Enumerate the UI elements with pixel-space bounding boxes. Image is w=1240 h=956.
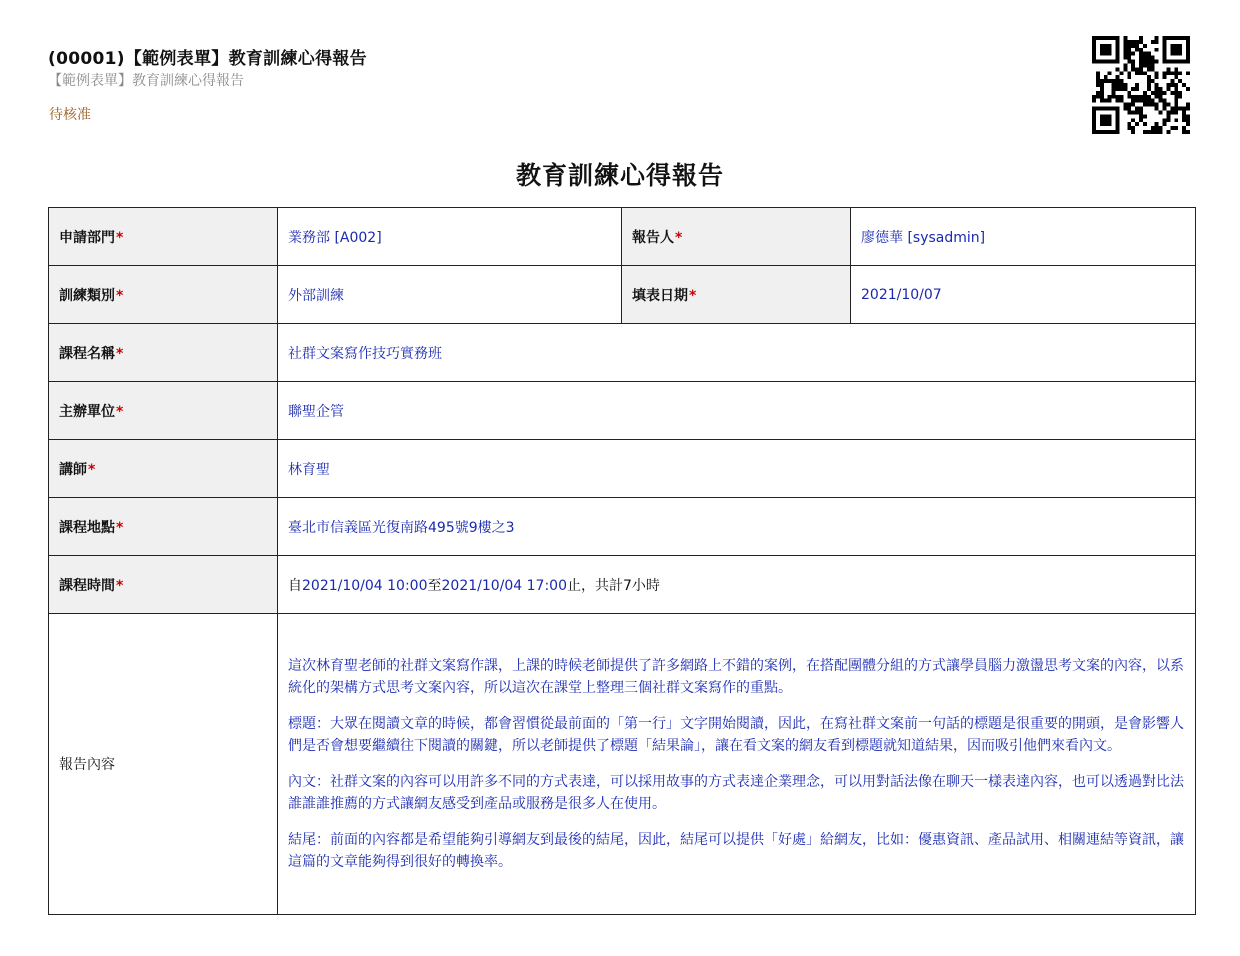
course-time-suffix: 止，共計7小時 <box>567 577 660 594</box>
row-type-date <box>49 266 1196 324</box>
required-mark: * <box>88 461 96 478</box>
form-header-subtitle: 【範例表單】教育訓練心得報告 <box>48 73 244 89</box>
instructor-value: 林育聖 <box>278 440 1196 498</box>
location-value: 臺北市信義區光復南路495號9樓之3 <box>278 498 1196 556</box>
course-time-value <box>278 556 1196 614</box>
report-content-value <box>278 614 1196 915</box>
form-header-title: (00001)【範例表單】教育訓練心得報告 <box>48 49 367 69</box>
organizer-value: 聯聖企管 <box>278 382 1196 440</box>
required-mark: * <box>116 403 124 420</box>
row-organizer <box>49 382 1196 440</box>
report-content-body <box>288 655 1185 873</box>
row-instructor <box>49 440 1196 498</box>
course-time-prefix: 自 <box>288 577 302 594</box>
required-mark: * <box>116 577 124 594</box>
row-course-name <box>49 324 1196 382</box>
course-time-end: 2021/10/04 17:00 <box>441 577 567 594</box>
training-type-label: 訓練類別* <box>49 266 278 324</box>
document-title: 教育訓練心得報告 <box>515 161 724 190</box>
reporter-label: 報告人* <box>622 208 851 266</box>
department-value: 業務部 [A002] <box>278 208 622 266</box>
reporter-value: 廖德華 [sysadmin] <box>851 208 1196 266</box>
course-time-label: 課程時間* <box>49 556 278 614</box>
row-report-content <box>49 614 1196 915</box>
training-type-value: 外部訓練 <box>278 266 622 324</box>
row-location <box>49 498 1196 556</box>
fill-date-label: 填表日期* <box>622 266 851 324</box>
row-department-reporter <box>49 208 1196 266</box>
course-name-value: 社群文案寫作技巧實務班 <box>278 324 1196 382</box>
row-course-time <box>49 556 1196 614</box>
course-time-start: 2021/10/04 10:00 <box>302 577 428 594</box>
required-mark: * <box>116 345 124 362</box>
report-paragraph: 內文：社群文案的內容可以用許多不同的方式表達，可以採用故事的方式表達企業理念，可以用對話法像在聊天一樣表達內容，也可以透過對比法誰誰誰推薦的方式讓網友感受到產品或服務是很多人在使用。 <box>288 774 1184 812</box>
required-mark: * <box>675 229 683 246</box>
fill-date-value: 2021/10/07 <box>851 266 1196 324</box>
qr-code-icon <box>1092 36 1190 134</box>
report-paragraph: 結尾：前面的內容都是希望能夠引導網友到最後的結尾，因此，結尾可以提供「好處」給網友，比如：優惠資訊、產品試用、相關連結等資訊，讓這篇的文章能夠得到很好的轉換率。 <box>288 832 1184 870</box>
report-paragraph: 標題：大眾在閱讀文章的時候，都會習慣從最前面的「第一行」文字開始閱讀，因此，在寫社群文案前一句話的標題是很重要的開頭，是會影響人們是否會想要繼續往下閱讀的關鍵，所以老師提供了標題「結果論」，讓在看文案的網友看到標題就知道結果，因而吸引他們來看內文。 <box>288 716 1184 754</box>
required-mark: * <box>116 287 124 304</box>
required-mark: * <box>116 229 124 246</box>
instructor-label: 講師* <box>49 440 278 498</box>
report-content-label: 報告內容 <box>49 614 278 915</box>
course-name-label: 課程名稱* <box>49 324 278 382</box>
required-mark: * <box>689 287 697 304</box>
report-form-table <box>48 207 1196 915</box>
status-badge: 待核准 <box>49 107 91 123</box>
required-mark: * <box>116 519 124 536</box>
department-label: 申請部門* <box>49 208 278 266</box>
report-paragraph: 這次林育聖老師的社群文案寫作課，上課的時候老師提供了許多網路上不錯的案例，在搭配團體分組的方式讓學員腦力激盪思考文案的內容，以系統化的架構方式思考文案內容，所以這次在課堂上整理三個社群文案寫作的重點。 <box>288 658 1184 696</box>
location-label: 課程地點* <box>49 498 278 556</box>
organizer-label: 主辦單位* <box>49 382 278 440</box>
course-time-middle: 至 <box>427 577 442 594</box>
